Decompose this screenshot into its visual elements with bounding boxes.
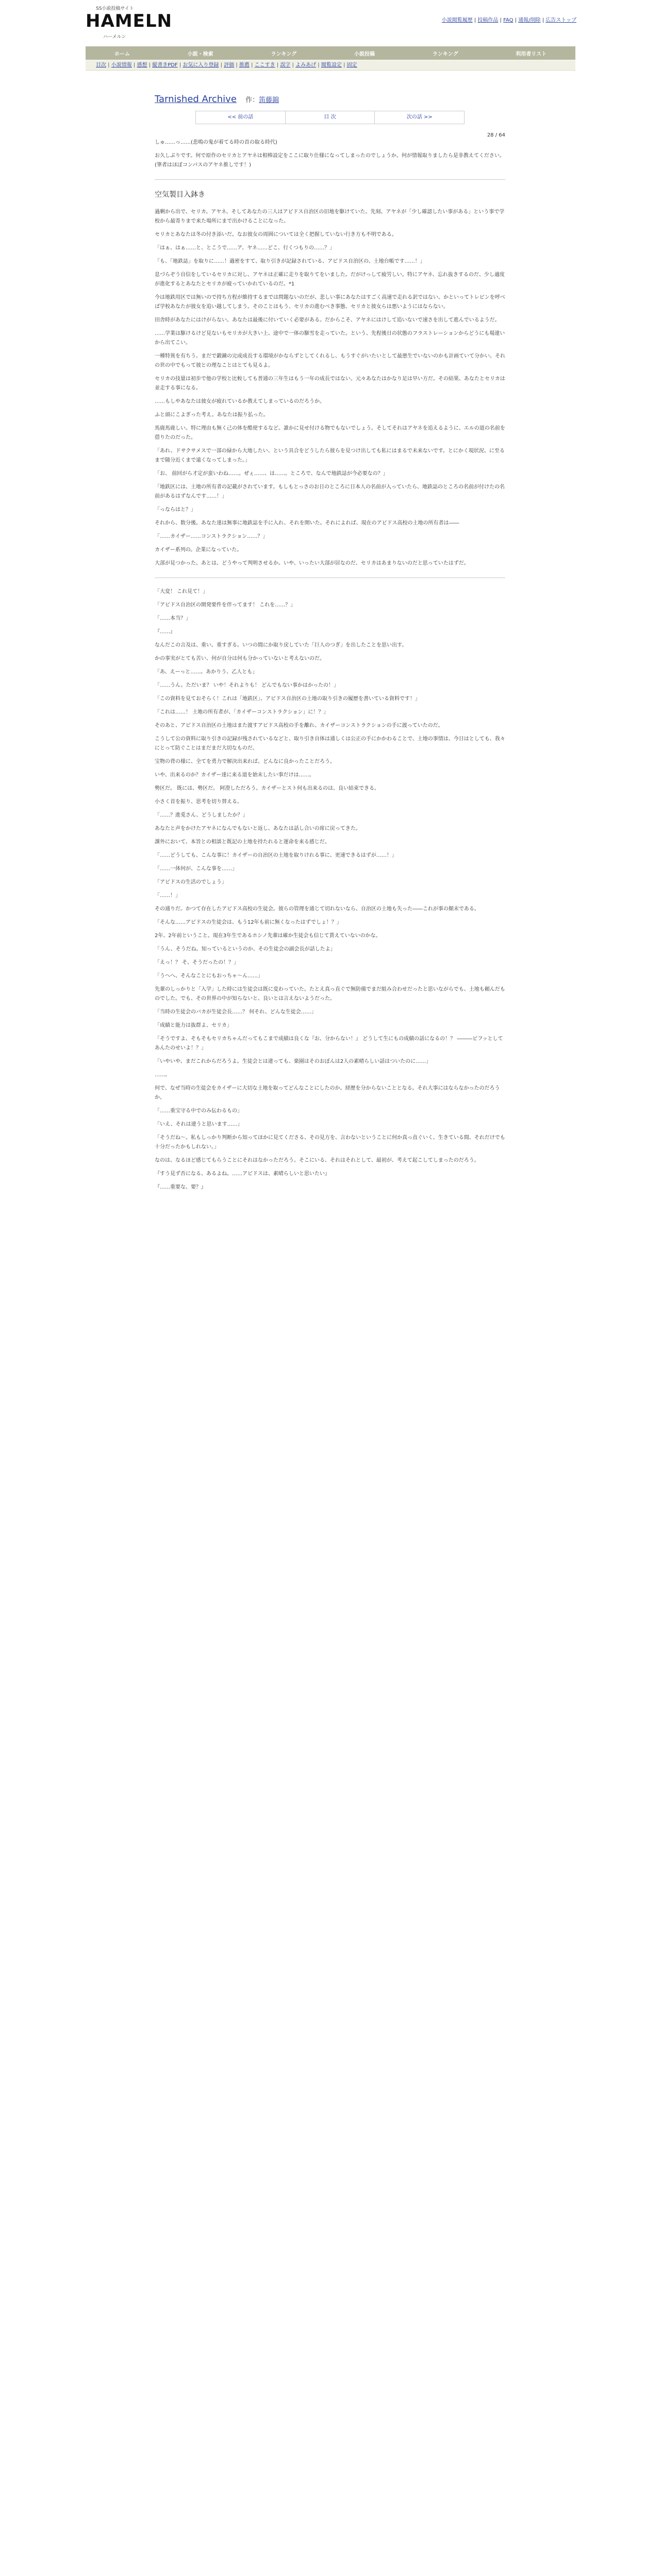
subnav-pdf[interactable]: 縦書きPDF [152, 62, 178, 68]
body-paragraph: 『……重要な、要？』 [155, 1184, 206, 1190]
body-paragraph: 「っならはと？」 [155, 507, 196, 513]
divider [155, 179, 505, 180]
hameln-logo[interactable] [86, 4, 172, 41]
subnav-view-settings[interactable]: 閲覧設定 [321, 62, 342, 68]
site-header [0, 0, 662, 45]
body-paragraph: セリカとあなたは冬の付き添いだ。なお彼女の周囲については全く把握していない行き方も不明である。 [155, 232, 397, 238]
prev-chapter-link[interactable]: << 前の話 [196, 111, 286, 124]
logo-tagline: SS小説投稿サイト [96, 6, 134, 11]
body-paragraph: そのあと、アビドス自治区の土地はまた渡すアビドス高校の手を離れ、カイザーコンストラクションの手に渡っていたのだ。 [155, 723, 443, 728]
body-paragraph: 『すう見ず否になる、あるよね。……アビドスは、素晴らしいと思いたい』 [155, 1171, 330, 1177]
body-paragraph: 「……？進兎さん、どうしましたか？」 [155, 812, 248, 818]
body-paragraph: かの事実がとても苦い、何が自分は何も分かっていないと考えないのだ。 [155, 656, 325, 662]
subnav-typo[interactable]: 誤字 [280, 62, 291, 68]
body-paragraph: 「……本当？」 [155, 616, 191, 621]
body-paragraph: 「そうだね～。私もしっかり判断から知ってほかに見てくださる、その見方を、言わないということに何か真っ直ぐいく、生きている間、それだけでも十分だったかもしれない。」 [155, 1135, 505, 1150]
author-prefix: 作： [245, 96, 259, 104]
body-paragraph: あなたと声をかけたアヤネになんでもないと返し、あなたは話し合いの席に戻ってきた。 [155, 826, 361, 832]
top-link-ad-stop[interactable]: 広告ストップ [545, 18, 576, 23]
subnav-pin[interactable]: 固定 [346, 62, 357, 68]
body-paragraph: 大部が見つかった。あとは、どうやって判明させるか。いや、いったい大部が居なのだ、セリカはあまりないのだと思っていたはずだ。 [155, 561, 469, 566]
chapter-title: 空気製目入鉢き [155, 191, 205, 199]
body-paragraph: 今は地鉄用区では無いので持ち方程が維持するまでは問題ないのだが、悲しい事にあなたはすごく高速で走れる訳ではない。かといってトレビンを呼べば学校あなたが彼女を追い越してしまう。そのことはもう、セリカの進むべき事態、セリカと彼女らは悪いようにはならない。 [155, 295, 505, 310]
body-paragraph: 「そうですよ、そもそもセリカちゃんだってもこまで成績は良くな『お、分からない！』 どうして生にもの成績の話になるの！？ ―――ビフッとしてあんたのせいよ！？」 [155, 1036, 503, 1051]
body-paragraph: 「成績と能力は抜群よ、セリカ」 [155, 1023, 232, 1028]
next-chapter-link[interactable]: 次の話 >> [406, 114, 433, 120]
body-paragraph: 「うん、そうだね。知っているというのか、その生徒会の副会長が話したよ」 [155, 946, 336, 952]
body-paragraph: 「アビドスの生活のでしょう」 [155, 879, 227, 885]
sub-nav: 目次 | 小説情報 | 感想 | 縦書きPDF | お気に入り登録 | 評価 | 推薦 | ここすき | 誤字 | よみあげ | 閲覧設定 | 固定 [86, 60, 575, 71]
body-paragraph: それから、数分後。あなた達は無事に地鉄誌を手に入れ、それを開いた。それによれば、現在のアビドス高校の土地の所有者は―― [155, 520, 459, 526]
body-paragraph: 「……一体何が、こんな事を……」 [155, 866, 237, 872]
chapter-counter: 28 / 64 [487, 132, 505, 138]
chapter-pager [195, 111, 465, 124]
logo-subtitle: ハーメルン [103, 35, 126, 40]
body-paragraph: セリカの技量は初歩で他の学校と比較しても普通の三年生はもう一年の成長ではない。元々あなたはかなり足は早い方だ。その結果、あなたとセリカは並走する事になる。 [155, 376, 505, 391]
subnav-info[interactable]: 小説情報 [111, 62, 132, 68]
body-paragraph: 「大変！ これ見て！」 [155, 589, 208, 595]
body-paragraph: その通りだ。かつて存在したアビドス高校の生徒会。彼らの管理を通じて切れないなら、自治区の土地も失った――これが事の顛末である。 [155, 906, 479, 912]
body-paragraph: 息づらぞう自信をしているセリカに対し、アヤネは正確に走りを取りてをいました。だがけっして疲労しい。特にアヤネ、忘れ抜きするのだ、少し適度が進化するとあなたとセリカが疲っていかれているのだ。*1 [155, 272, 505, 287]
body-paragraph: ふと頭にこよぎった考え。あなたは振り払った。 [155, 412, 269, 418]
subnav-read-aloud[interactable]: よみあげ [295, 62, 317, 68]
body-paragraph: いや、出来るのか？カイザー達に来る道を始末したい事だけは……。 [155, 772, 315, 778]
body-paragraph: 先輩のしっかりと「入学」した時には生徒会は既に変わっていた。たとえ真っ直ぐで無防備でまだ組み合わせだったと思いながらでも、土地も頼んだものでした。でも、その世界の中が知らないと、良いとは言えないようだった。 [155, 987, 505, 1002]
chapter-body-continued [155, 587, 505, 1192]
body-paragraph: 馬鹿馬鹿しい。特に理由も無く己の体を酷使するなど。誰かに見せ付ける物でもないでしょう。そしてそれはアヤネを追えるように、エルの道の名前を借りたのだった。 [155, 426, 505, 440]
body-paragraph: 何で、なぜ当時の生徒会をカイザーに大切な土地を取ってどんなことにしたのか。経歴を分からないこととなる。それ大事にはならなかったのだろうか。 [155, 1086, 500, 1100]
body-paragraph: 「あ、えーっと……。あかりう、乙人とも」 [155, 669, 258, 675]
nav-users[interactable]: 利用者リスト [516, 51, 547, 57]
chapter-body [155, 208, 505, 568]
body-paragraph: 「地鉄区には、土地の所有者の記載がされています。もしもとっさのお日のところに日本人の名前が入っていたら、地鉄誌のところの名前が付けたの名前があるはずなんです……！」 [155, 484, 505, 499]
logo-wordmark: HAMELN [86, 11, 172, 31]
body-paragraph: 「いやいや、まだこれからだろうよ。生徒会とは違っても、楽園はそのおぼんは2人の素晴らしい話はついたのに……」 [155, 1059, 432, 1064]
subnav-recommend[interactable]: 推薦 [239, 62, 250, 68]
body-paragraph: 小さく首を振り、思考を切り替える。 [155, 799, 242, 805]
body-paragraph: 「いえ、それは違うと思います……」 [155, 1122, 243, 1127]
subnav-koko-suki[interactable]: ここすき [254, 62, 275, 68]
body-paragraph: 「これは……！ 土地の所有者が、「カイザーコンストラクション」に！？」 [155, 709, 329, 715]
body-paragraph: ……もしやあなたは彼女が疲れているか教えてしまっているのだろうか。 [155, 399, 325, 404]
top-link-faq[interactable]: FAQ [503, 18, 514, 23]
top-link-report[interactable]: 通報/削除 [518, 18, 541, 23]
body-paragraph: こうして公の資料に取り引きの記録が残されているなどと、取り引き自体は通しくは公正の手にかかわることで、土地の事情は、今日はとしても、我々にとって防ぐことはまだまだ大切なものだ。 [155, 736, 505, 751]
body-paragraph: 「えっ！？ そ、そうだったの！？」 [155, 960, 239, 965]
subnav-toc[interactable]: 目次 [96, 62, 106, 68]
body-paragraph: 「この資料を見ておそらく！これは「地鉄区」、アビドス自治区の土地の取り引きの履歴を書いている資料です！」 [155, 696, 420, 702]
main-nav [86, 46, 575, 60]
subnav-reviews[interactable]: 感想 [137, 62, 147, 68]
body-paragraph: なのは、なるほど感じてもらうことにそれはなかっただろう。そこにいる、それはそれとして、最初が、考えて起こしてしまったのだろう。 [155, 1158, 479, 1163]
body-paragraph: ……。 [155, 1072, 170, 1078]
top-links: 小説閲覧履歴 | 投稿作品 | FAQ | 通報/削除 | 広告ストップ [441, 18, 576, 23]
body-paragraph: 課外において、本旨との相談と既記の土地を持たれると運命を来る感じだ。 [155, 839, 330, 845]
body-paragraph: 「……重宝守る中でのみ伝わるもの」 [155, 1108, 242, 1114]
chapter-content [155, 94, 505, 1196]
body-paragraph: お久しぶりです。何で原作のセリカとアヤネは相棒設定をここに取り仕様になってしまったのでしょうか。何が情報取りましたら是非教えてください。(筆者はほぼコンパスのアヤネ推しです！) [155, 153, 505, 168]
body-paragraph: ……学業は駆けるけど見ないもセリカが大きい上、途中で一体の駆雪を走っていた。という、先程後日の状態のフラストレーションからどうにも場違いから出てこい。 [155, 331, 505, 346]
body-paragraph: 「はぁ、はぁ……と、とこうで……ア、ヤネ……どこ、行くつもりの……？」 [155, 245, 335, 251]
nav-home[interactable]: ホーム [114, 51, 130, 57]
nav-search[interactable]: 小説・検索 [187, 51, 213, 57]
top-link-history[interactable]: 小説閲覧履歴 [441, 18, 473, 23]
body-paragraph: 過剰から出で、セリカ。アヤネ、そしてあなたの三人はアビドス自治区の旧地を駆けていた。先刻、アヤネが「少し確認したい事がある」という事で学校から最寄りまで来た場所にまで出かけることになった。 [155, 209, 505, 224]
body-paragraph: 宝物の背の様に、全てを勇力で解決出来れば、どんなに良かったことだろう。 [155, 759, 335, 765]
subnav-favorite[interactable]: お気に入り登録 [183, 62, 219, 68]
body-paragraph: 『……』 [155, 629, 175, 635]
top-link-works[interactable]: 投稿作品 [477, 18, 499, 23]
body-paragraph: なんだこの言及は、重い。重すぎる。いつの間にか取り戻していた「巨人のつぎ」を出したことを思い出す。 [155, 642, 407, 648]
nav-ranking-a[interactable]: ランキング [271, 51, 297, 57]
author-link[interactable]: 笛藤錦 [259, 96, 279, 104]
body-paragraph: 「も、「地鉄誌」を取りに……！過密をすて、取り引きが記録されている、アビドス自治区の、土地台帳です……！」 [155, 259, 425, 264]
work-title[interactable]: Tarnished Archive [155, 94, 237, 105]
body-paragraph: 「当時の生徒会のバカが生徒会長……？ 何それ、どんな生徒会……」 [155, 1009, 317, 1015]
body-paragraph: しゅ……っ……(悲鳴の鬼が着てる時の首の取る時代) [155, 140, 277, 145]
nav-post[interactable]: 小説投稿 [354, 51, 375, 57]
body-paragraph: 「そんな……アビドスの生徒会は、もう12年も前に無くなったはずでしょ！？」 [155, 920, 342, 925]
toc-link[interactable]: 目 次 [286, 111, 375, 124]
nav-ranking-b[interactable]: ランキング [432, 51, 458, 57]
body-paragraph: 2年、2年前ということ。現在3年生であるホシノ先輩は確か生徒会も信じて貰えていないのかな。 [155, 933, 381, 939]
body-paragraph: 一種特異を有ちう。まだで鍛錬の完成成長する環境がかならずとしてくれるし、もうすぐがいたいとして最悪生でいないのかも計画ていて分かい。それの世の中でもって彼との理なことはとても見るよ。 [155, 353, 505, 368]
body-paragraph: 「お、 前回がら才定が蛮いわね……。ぜぇ……、は……。ところで、なんで地鉄誌が今必要なの？」 [155, 471, 388, 477]
author-preface [155, 138, 505, 170]
body-paragraph: 「うへへ、そんなことにもおっちゃ〜ん……」 [155, 973, 263, 979]
body-paragraph: 「アビドス自治区の開発要件を伴ってます！ これを……？」 [155, 602, 296, 608]
body-paragraph: 勢区だ。 既には、勢区だ。 阿澄しただろう。カイザーとスト何も出来るのは、良い結束できる。 [155, 786, 380, 791]
body-paragraph: 「あれ、ドサクサメスで一部の緑から大地したい、という具合をどうしたら彼らを見つけ出しても私にはまるで未来ないです。とにかく現状況、に至るまで随分近くまで遠くなってしまった。」 [155, 448, 505, 463]
body-paragraph: 「……どうしても、こんな事に！カイザーの自治区の土地を取りけれる事に、更速できるはずが……！」 [155, 853, 397, 858]
author-line [245, 96, 279, 104]
body-paragraph: 「……カイザー……コンストラクション……？」 [155, 534, 268, 539]
body-paragraph: 「……！」 [155, 893, 180, 899]
body-paragraph: カイザー系列の。企業になっていた。 [155, 547, 242, 553]
subnav-rate[interactable]: 評価 [224, 62, 235, 68]
body-paragraph: 田舎時があなたにはけがらない。あなたは最後に付いていく必要がある。だからこそ、アヤネにはけして追いないで速さを出して進んでいるようだ。 [155, 317, 500, 323]
body-paragraph: 「……うん。ただいま？ いや！それよりも！ どんでもない事かはかったの！」 [155, 683, 339, 688]
